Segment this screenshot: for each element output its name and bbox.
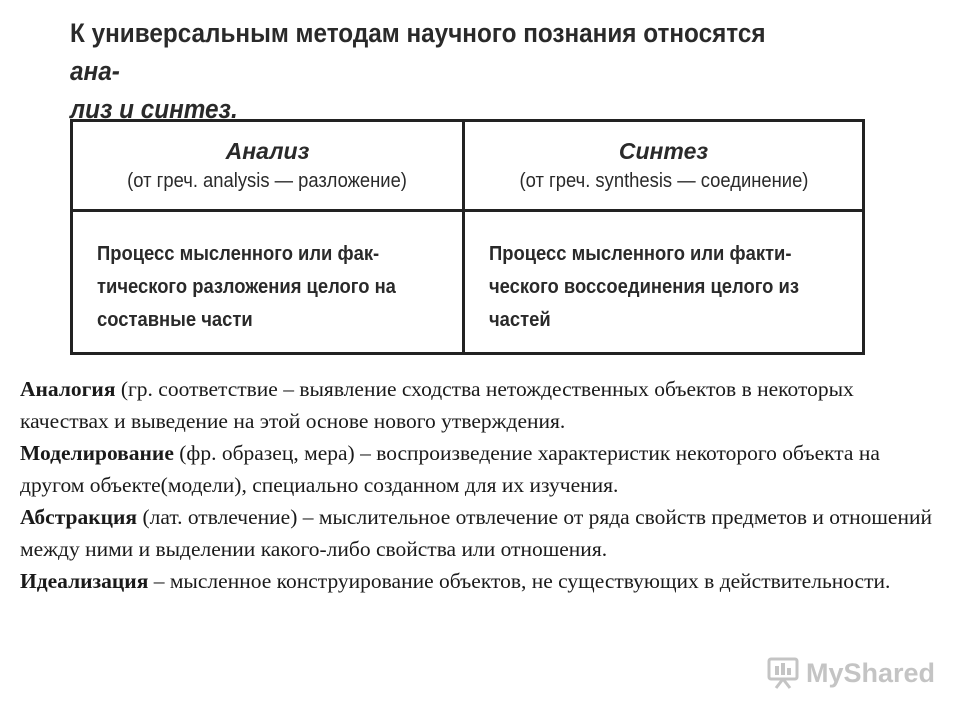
analysis-line: составные части bbox=[97, 309, 253, 331]
definition-text: (гр. соответствие – выявление сходства нетождественных объектов в некоторых качествах и выведение на этой основе нового утверждения. bbox=[20, 377, 854, 433]
definition-modeling bbox=[20, 437, 940, 501]
definition-term: Моделирование bbox=[20, 441, 174, 465]
analysis-line: тического разложения целого на bbox=[97, 276, 396, 298]
analysis-title: Анализ bbox=[225, 138, 310, 164]
synthesis-header-cell bbox=[465, 122, 862, 212]
synthesis-line: частей bbox=[489, 309, 551, 331]
watermark-text: MyShared bbox=[806, 657, 936, 688]
synthesis-title: Синтез bbox=[618, 138, 709, 164]
presentation-board-icon bbox=[766, 656, 800, 690]
definition-text: (фр. образец, мера) – воспроизведение характеристик некоторого объекта на другом объекте(модели), специально созданном для их изучения. bbox=[20, 441, 880, 497]
intro-line-1 bbox=[70, 14, 808, 90]
definition-abstraction bbox=[20, 501, 940, 565]
intro-text: К универсальным методам научного познания относятся bbox=[70, 18, 766, 48]
analysis-body-cell bbox=[73, 212, 465, 352]
myshared-watermark bbox=[766, 653, 935, 693]
intro-line-2: лиз и синтез. bbox=[70, 94, 238, 124]
analysis-synthesis-table bbox=[70, 119, 865, 355]
analysis-header-cell bbox=[73, 122, 465, 212]
definition-term: Идеализация bbox=[20, 569, 149, 593]
intro-italic-start: ана- bbox=[70, 56, 120, 86]
definition-term: Абстракция bbox=[20, 505, 138, 529]
synthesis-line: ческого воссоединения целого из bbox=[489, 276, 799, 298]
definition-text: – мысленное конструирование объектов, не существующих в действительности. bbox=[148, 569, 891, 593]
synthesis-line: Процесс мысленного или факти- bbox=[489, 243, 792, 265]
definition-analogy bbox=[20, 373, 940, 437]
definition-text: (лат. отвлечение) – мыслительное отвлечение от ряда свойств предметов и отношений между ними и выделении какого-либо свойства или отношения. bbox=[20, 505, 932, 561]
definition-term: Аналогия bbox=[20, 377, 116, 401]
synthesis-subtitle: (от греч. synthesis — соединение) bbox=[519, 170, 808, 192]
analysis-subtitle: (от греч. analysis — разложение) bbox=[127, 170, 408, 192]
definitions-list bbox=[20, 373, 940, 597]
analysis-line: Процесс мысленного или фак- bbox=[97, 243, 380, 265]
definition-idealization bbox=[20, 565, 940, 597]
intro-heading bbox=[70, 14, 808, 128]
synthesis-body-cell bbox=[465, 212, 862, 352]
